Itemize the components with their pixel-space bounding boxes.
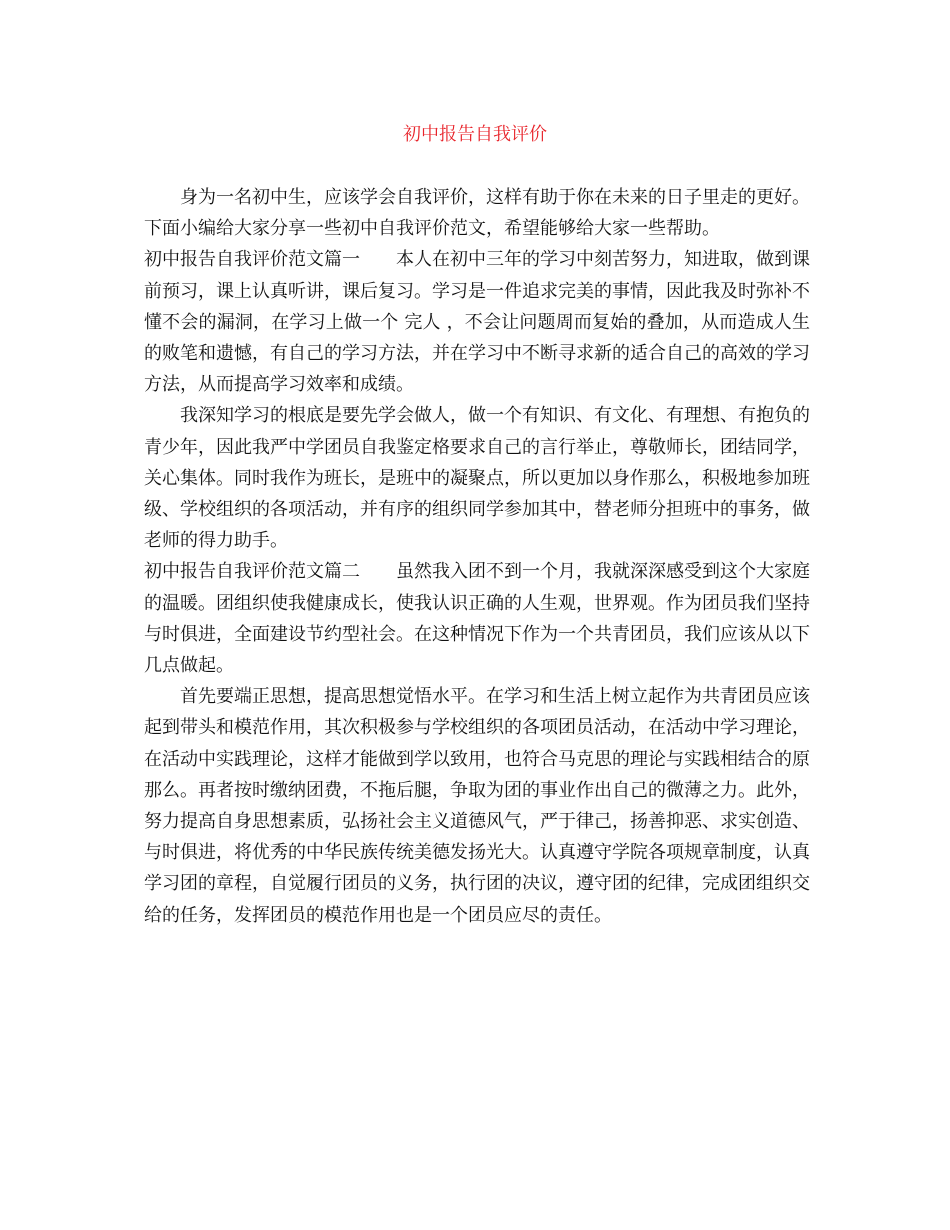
paragraph-4: 首先要端正思想，提高思想觉悟水平。在学习和生活上树立起作为共青团员应该起到带头和模范作用，其次积极参与学校组织的各项团员活动，在活动中学习理论，在活动中实践理论，这样才能做到学以致用，也符合马克思的理论与实践相结合的原那么。再者按时缴纳团费，不拖后腿，争取为团的事业作出自己的微薄之力。此外，努力提高自身思想素质，弘扬社会主义道德风气，严于律己，扬善抑恶、求实创造、与时俱进，将优秀的中华民族传统美德发扬光大。认真遵守学院各项规章制度，认真学习团的章程，自觉履行团员的义务，执行团的决议，遵守团的纪律，完成团组织交给的任务，发挥团员的模范作用也是一个团员应尽的责任。 <box>144 686 810 926</box>
section-2-paragraph <box>144 556 810 681</box>
section-1-heading: 初中报告自我评价范文篇一 <box>144 249 360 271</box>
section-2-text: 虽然我入团不到一个月，我就深深感受到这个大家庭的温暖。团组织使我健康成长，使我认识正确的人生观，世界观。作为团员我们坚持与时俱进，全面建设节约型社会。在这种情况下作为一个共青团员，我们应该从以下几点做起。 <box>144 561 810 677</box>
document-title: 初中报告自我评价 <box>403 124 547 145</box>
paragraph-2: 我深知学习的根底是要先学会做人，做一个有知识、有文化、有理想、有抱负的青少年，因此我严中学团员自我鉴定格要求自己的言行举止，尊敬师长，团结同学，关心集体。同时我作为班长，是班中的凝聚点，所以更加以身作那么，积极地参加班级、学校组织的各项活动，并有序的组织同学参加其中，替老师分担班中的事务，做老师的得力助手。 <box>144 405 810 552</box>
intro-paragraph: 身为一名初中生，应该学会自我评价，这样有助于你在未来的日子里走的更好。下面小编给大家分享一些初中自我评价范文，希望能够给大家一些帮助。 <box>144 187 810 240</box>
section-1-text: 本人在初中三年的学习中刻苦努力，知进取，做到课前预习，课上认真听讲，课后复习。学习是一件追求完美的事情，因此我及时弥补不懂不会的漏洞，在学习上做一个 完人 ，不会让问题周而复始的叠加，从而造成人生的败笔和遗憾，有自己的学习方法，并在学习中不断寻求新的适合自己的高效的学习方法，从而提高学习效率和成绩。 <box>144 249 810 396</box>
section-2-heading: 初中报告自我评价范文篇二 <box>144 561 360 583</box>
section-1-paragraph <box>144 244 810 400</box>
document-body <box>144 182 810 931</box>
